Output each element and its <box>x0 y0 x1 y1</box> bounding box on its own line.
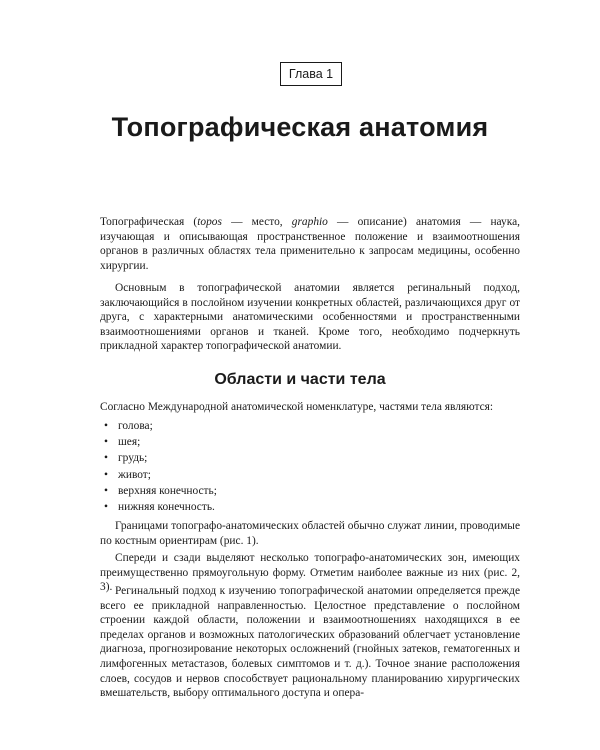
intro-paragraph-definition <box>100 215 520 273</box>
regional-approach-paragraph: Регинальный подход к изучению топографической анатомии определяется прежде всего ее прикладной направленностью. Целостное представление о послойном строении каждой области, положении и взаимоотношениях находящихся в ее пределах органов и возможных патологических образований облегчает установление диагноза, прогнозирование некоторых осложнений (гнойных затеков, гематогенных и лимфогенных метастазов, болевых симптомов и т. д.). Точное знание расположения слоев, сосудов и нервов способствует рациональному планированию хирургических вмешательств, выбору оптимального доступа и опера- <box>100 585 520 700</box>
zones-paragraph: Спереди и сзади выделяют несколько топографо-анатомических зон, имеющих преимущественно прямоугольную форму. Отметим наиболее важные из них (рис. 2, 3). <box>100 552 520 594</box>
list-item: • верхняя конечность; <box>100 483 520 499</box>
term-graphio: graphio <box>291 216 328 228</box>
definition-text-middle: — место, <box>221 216 292 228</box>
intro-paragraph-regional-approach: Основным в топографической анатомии является регинальный подход, заключающийся в послойном изучении конкретных областей, различающихся друг от друга, с характерными анатомическими особенностями и пространственными взаимоотношениями органов и тканей. Кроме того, необходимо подчеркнуть прикладной характер топографической анатомии. <box>100 282 520 353</box>
section-heading: Области и части тела <box>214 371 386 388</box>
body-parts-list <box>100 418 520 515</box>
borders-paragraph: Границами топографо-анатомических областей обычно служат линии, проводимые по костным ориентирам (рис. 1). <box>100 520 520 547</box>
list-item: • живот; <box>100 467 520 483</box>
definition-text-end: — описание) анатомия — наука, изучающая и описывающая пространственное положение и взаимоотношения органов в различных областях тела применительно к запросам медицины, особенно хирургии. <box>100 216 520 272</box>
list-item: • грудь; <box>100 450 520 466</box>
chapter-title: Топографическая анатомия <box>111 112 489 142</box>
chapter-label: Глава 1 <box>280 62 342 86</box>
definition-text-start: Топографическая ( <box>100 216 198 228</box>
list-item: • нижняя конечность. <box>100 499 520 515</box>
nomenclature-paragraph: Согласно Международной анатомической номенклатуре, частями тела являются: <box>100 401 494 413</box>
list-item: • голова; <box>100 418 520 434</box>
list-item: • шея; <box>100 434 520 450</box>
term-topos: topos <box>197 216 222 228</box>
